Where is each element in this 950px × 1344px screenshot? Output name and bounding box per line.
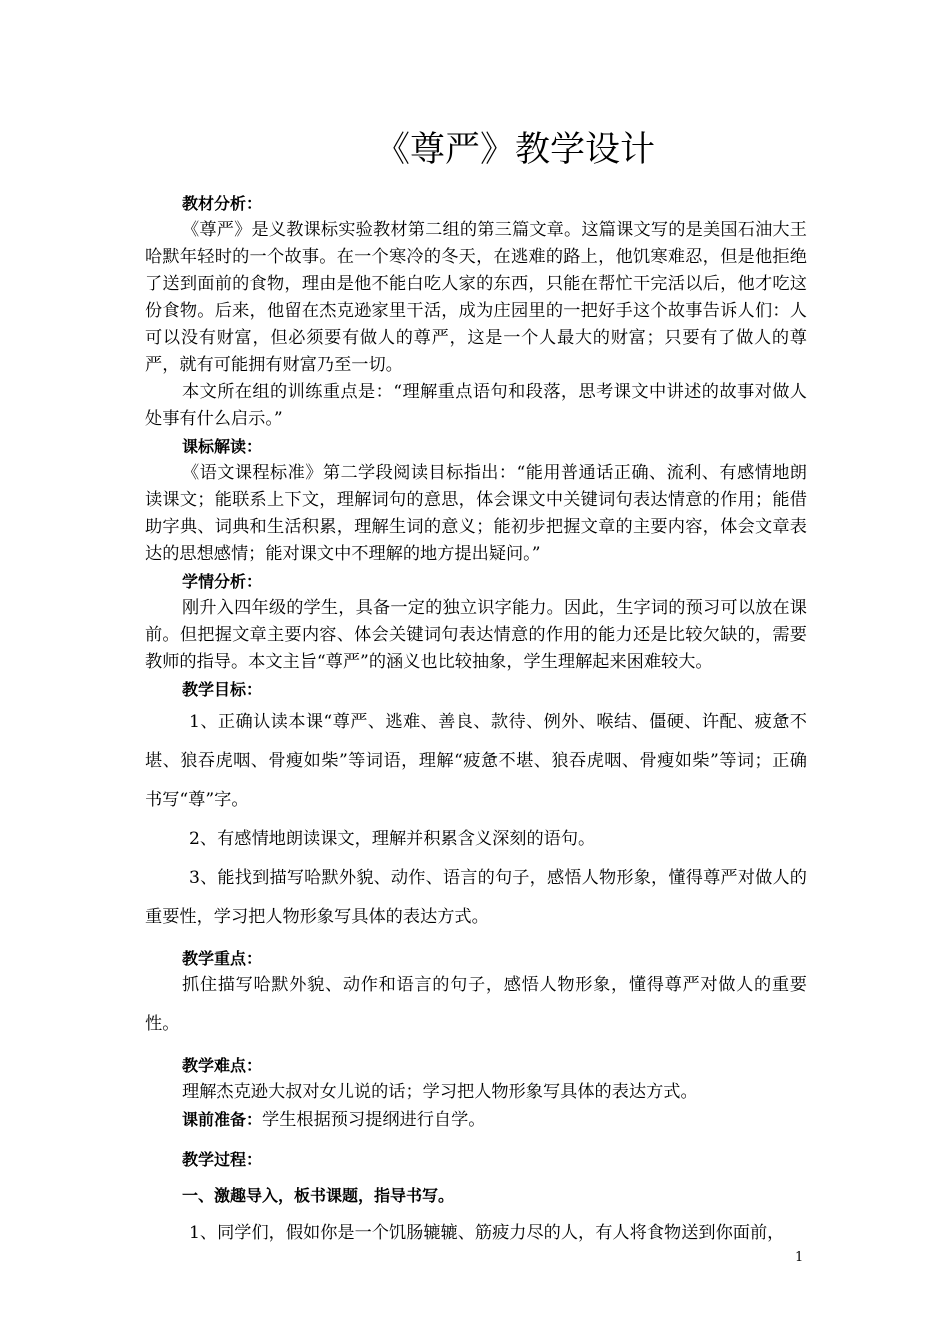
section-heading-analysis: 教材分析： <box>182 194 263 213</box>
goal-item-1: 1、正确认读本课“尊严、逃难、善良、款待、例外、喉结、僵硬、许配、疲惫不堪、狼吞虎咽、骨瘦如柴”等词语，理解“疲惫不堪、狼吞虎咽、骨瘦如柴”等词；正确书写“尊”字。 <box>145 712 807 810</box>
document-title <box>0 128 950 172</box>
goal-item-3: 3、能找到描写哈默外貌、动作、语言的句子，感悟人物形象，懂得尊严对做人的重要性，学习把人物形象写具体的表达方式。 <box>145 868 807 927</box>
title-text: 《尊严》教学设计 <box>374 130 655 170</box>
document-body <box>145 190 807 1253</box>
prep-line <box>145 1106 807 1134</box>
paragraph-focus-1: 抓住描写哈默外貌、动作和语言的句子，感悟人物形象，懂得尊严对做人的重要性。 <box>145 975 807 1034</box>
section-heading-goals: 教学目标： <box>182 680 263 699</box>
paragraph-difficulty-1: 理解杰克逊大叔对女儿说的话；学习把人物形象写具体的表达方式。 <box>182 1082 698 1102</box>
paragraph-student-1: 刚升入四年级的学生，具备一定的独立识字能力。因此，生字词的预习可以放在课前。但把握文章主要内容、体会关键词句表达情意的作用的能力还是比较欠缺的，需要教师的指导。本文主旨“尊严”的涵义也比较抽象，学生理解起来困难较大。 <box>145 598 807 672</box>
section-heading-standard: 课标解读： <box>182 437 263 456</box>
paragraph-analysis-1: 《尊严》是义教课标实验教材第二组的第三篇文章。这篇课文写的是美国石油大王哈默年轻时的一个故事。在一个寒冷的冬天，在逃难的路上，他饥寒难忍，但是他拒绝了送到面前的食物，理由是他不能白吃人家的东西，只能在帮忙干完活以后，他才吃这份食物。后来，他留在杰克逊家里干活，成为庄园里的一把好手这个故事告诉人们：人可以没有财富，但必须要有做人的尊严，这是一个人最大的财富；只要有了做人的尊严，就有可能拥有财富乃至一切。 <box>145 220 807 375</box>
section-heading-student: 学情分析： <box>182 572 263 591</box>
paragraph-standard-1: 《语文课程标准》第二学段阅读目标指出：“能用普通话正确、流利、有感情地朗读课文；能联系上下文，理解词句的意思，体会课文中关键词句表达情意的作用；能借助字典、词典和生活积累，理解生词的意义；能初步把握文章的主要内容，体会文章表达的思想感情；能对课文中不理解的地方提出疑问。” <box>145 463 807 564</box>
paragraph-analysis-2: 本文所在组的训练重点是：“理解重点语句和段落，思考课文中讲述的故事对做人处事有什么启示。” <box>145 382 807 429</box>
prep-text: 学生根据预习提纲进行自学。 <box>262 1110 486 1130</box>
step-1-paragraph-1: 1、同学们，假如你是一个饥肠辘辘、筋疲力尽的人，有人将食物送到你面前， <box>189 1223 785 1243</box>
section-heading-process: 教学过程： <box>182 1150 263 1169</box>
section-heading-prep: 课前准备： <box>182 1110 263 1129</box>
section-heading-difficulty: 教学难点： <box>182 1056 263 1075</box>
section-heading-focus: 教学重点： <box>182 949 263 968</box>
page-number: 1 <box>795 1250 804 1265</box>
goal-item-2: 2、有感情地朗读课文，理解并积累含义深刻的语句。 <box>189 829 596 849</box>
step-1-heading: 一、激趣导入，板书课题，指导书写。 <box>182 1186 455 1205</box>
